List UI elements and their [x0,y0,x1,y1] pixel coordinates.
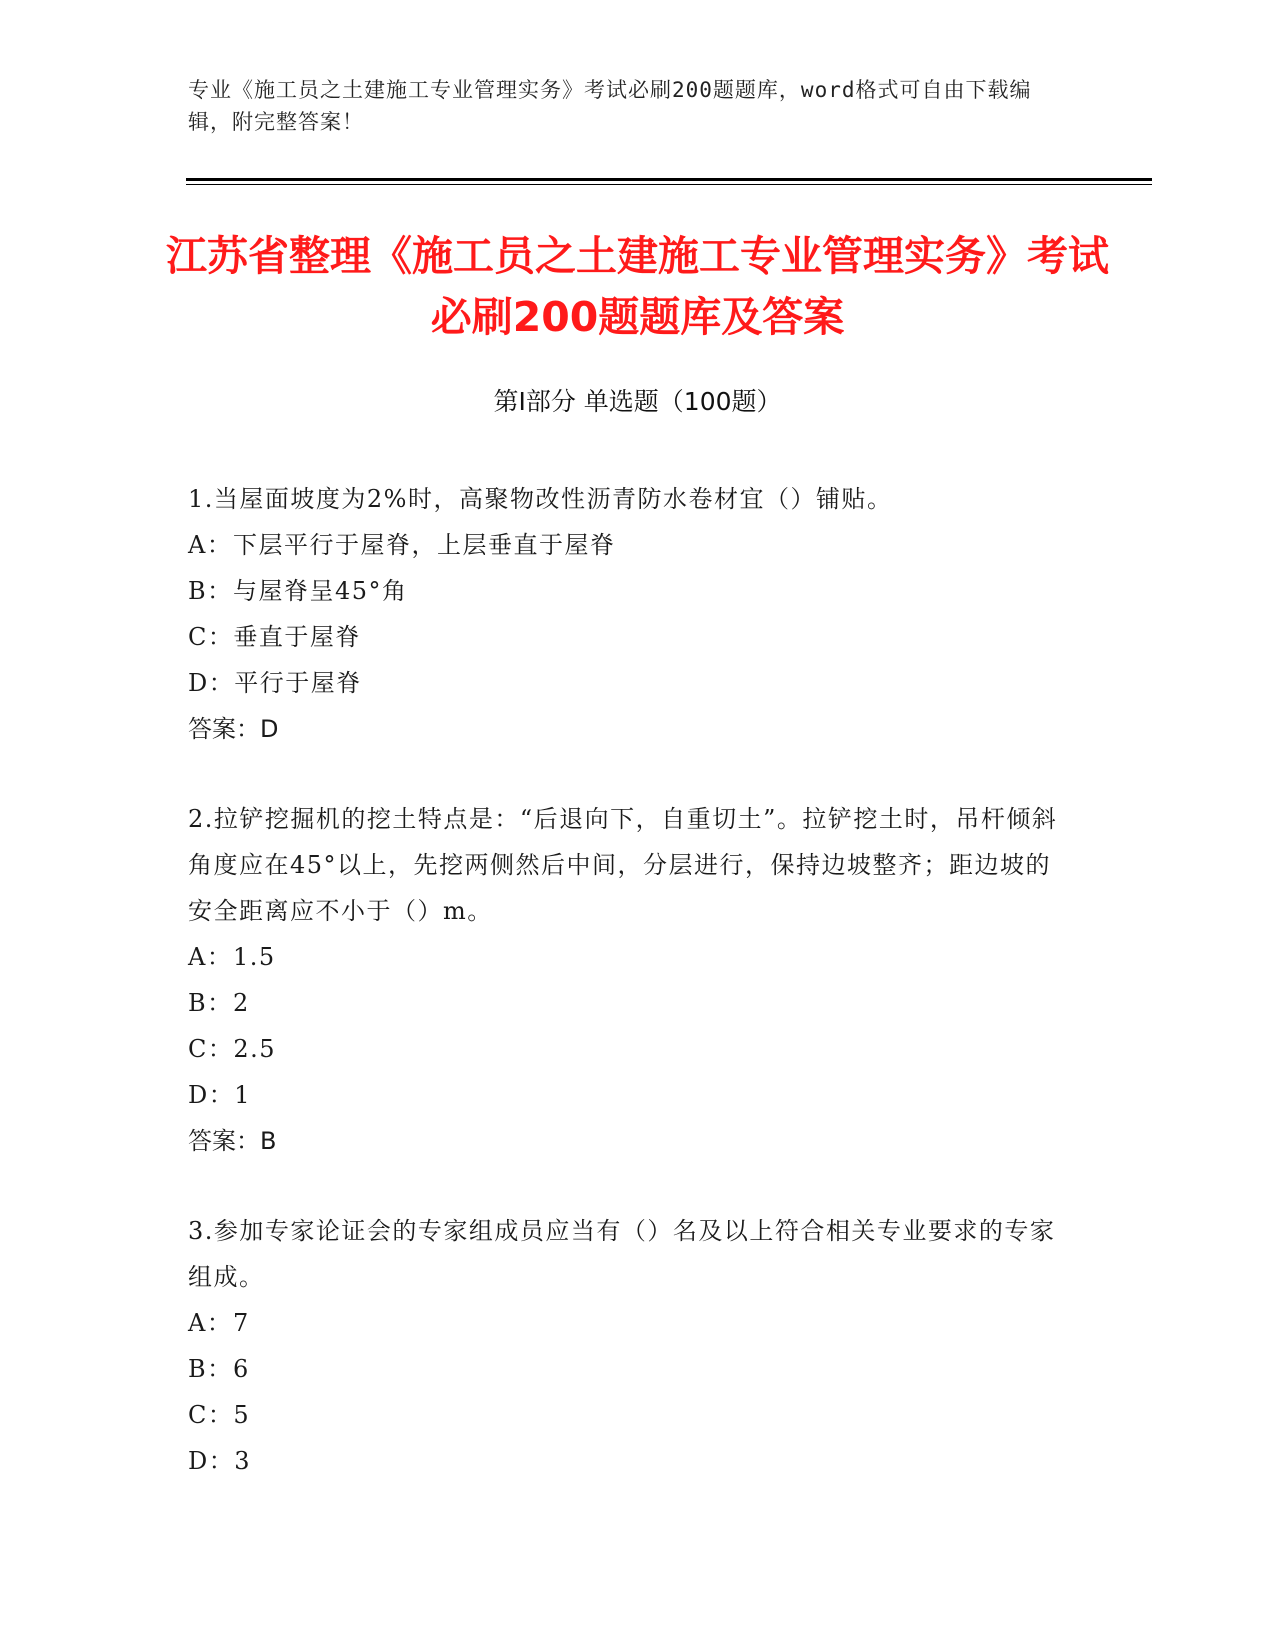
option-key: C： [188,1035,234,1063]
question-stem: 2.拉铲挖掘机的挖土特点是：“后退向下，自重切土”。拉铲挖土时，吊杆倾斜角度应在45°以上，先挖两侧然后中间，分层进行，保持边坡整齐；距边坡的安全距离应不小于（）m。 [188,805,1058,925]
header-note: 专业《施工员之土建施工专业管理实务》考试必刷200题题库，word格式可自由下载编辑，附完整答案！ [188,78,1032,134]
option-text: 平行于屋脊 [234,669,362,697]
question-stem: 1.当屋面坡度为2%时，高聚物改性沥青防水卷材宜（）铺贴。 [188,485,893,513]
question-stem: 3.参加专家论证会的专家组成员应当有（）名及以上符合相关专业要求的专家组成。 [188,1217,1056,1291]
option-key: B： [188,989,233,1017]
option-key: D： [188,1447,235,1475]
option-b [188,980,1068,1026]
option-a [188,934,1068,980]
option-key: A： [188,943,233,971]
option-key: A： [188,1309,233,1337]
option-text: 3 [234,1447,252,1475]
option-a [188,522,1068,568]
option-d [188,660,1068,706]
option-key: B： [188,1355,233,1383]
option-key: B： [188,577,233,605]
answer-value: D [260,715,279,743]
option-text: 1.5 [233,943,276,971]
option-key: D： [188,669,235,697]
answer-line [188,706,1068,752]
option-c [188,1392,1068,1438]
option-key: C： [188,1401,234,1429]
document-title: 江苏省整理《施工员之土建施工专业管理实务》考试必刷200题题库及答案 [166,232,1109,341]
answer-line [188,1118,1068,1164]
question-list [188,476,1068,1528]
option-text: 5 [233,1401,251,1429]
option-key: A： [188,531,233,559]
question-item [188,796,1068,1164]
header-rule-thick [186,178,1152,181]
option-text: 2 [233,989,250,1017]
option-d [188,1438,1068,1484]
option-d [188,1072,1068,1118]
option-text: 7 [233,1309,250,1337]
question-item [188,476,1068,752]
question-item [188,1208,1068,1484]
answer-value: B [260,1127,277,1155]
section-heading: 第Ⅰ部分 单选题（100题） [493,387,782,416]
option-text: 与屋脊呈45°角 [233,577,408,605]
option-text: 2.5 [233,1035,277,1063]
option-a [188,1300,1068,1346]
option-text: 6 [233,1355,250,1383]
option-key: D： [188,1081,235,1109]
option-c [188,614,1068,660]
answer-label: 答案： [188,1127,260,1155]
header-rule-thin [186,184,1152,185]
option-key: C： [188,623,234,651]
option-c [188,1026,1068,1072]
option-text: 垂直于屋脊 [233,623,361,651]
answer-label: 答案： [188,715,260,743]
option-text: 1 [234,1081,252,1109]
option-b [188,568,1068,614]
option-b [188,1346,1068,1392]
option-text: 下层平行于屋脊，上层垂直于屋脊 [233,531,616,559]
